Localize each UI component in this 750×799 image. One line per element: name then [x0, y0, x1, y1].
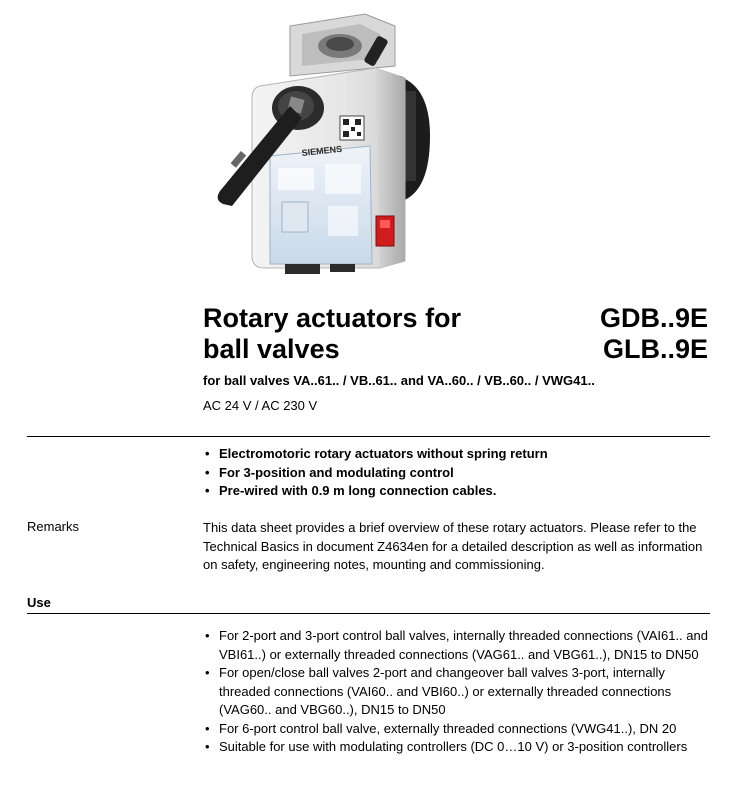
subtitle: for ball valves VA..61.. / VB..61.. and VA..60.. / VB..60.. / VWG41.. [203, 373, 595, 388]
feature-item: • For 3-position and modulating control [203, 464, 713, 483]
brand-logo-text: SIEMENS [301, 143, 343, 158]
product-image [190, 6, 450, 276]
use-heading: Use [27, 595, 51, 610]
section-divider-top [27, 436, 710, 437]
supply-voltage: AC 24 V / AC 230 V [203, 398, 318, 413]
product-title [203, 303, 461, 365]
feature-list [203, 445, 713, 501]
model-line-1: GDB..9E [599, 303, 708, 333]
use-item: • For 2-port and 3-port control ball valves, internally threaded connections (VAI61.. and VBI61..) or externally threaded connections (VAG61.. and VBG61..), DN15 to DN50 [203, 627, 713, 664]
remarks-label: Remarks [27, 519, 80, 534]
use-item: • Suitable for use with modulating controllers (DC 0…10 V) or 3-position controllers [203, 738, 713, 757]
title-line-1: Rotary actuators for [203, 303, 462, 333]
section-divider-use [27, 613, 710, 614]
use-item: • For 6-port control ball valve, externally threaded connections (VWG41..), DN 20 [203, 720, 713, 739]
feature-item: • Pre-wired with 0.9 m long connection cables. [203, 482, 713, 501]
model-line-2: GLB..9E [602, 334, 708, 364]
use-item: • For open/close ball valves 2-port and changeover ball valves 3-port, internally threaded connections (VAI60.. and VBI60..) or externally threaded connections (VAG60.. and VBG60..), DN15 to DN50 [203, 664, 713, 720]
title-line-2: ball valves [203, 334, 340, 364]
use-list [203, 627, 713, 757]
model-designation [600, 303, 708, 365]
feature-item: • Electromotoric rotary actuators without spring return [203, 445, 713, 464]
remarks-text: This data sheet provides a brief overview of these rotary actuators. Please refer to the Technical Basics in document Z4634en for a detailed description as well as information on safety, engineering notes, mounting and commissioning. [203, 520, 703, 572]
